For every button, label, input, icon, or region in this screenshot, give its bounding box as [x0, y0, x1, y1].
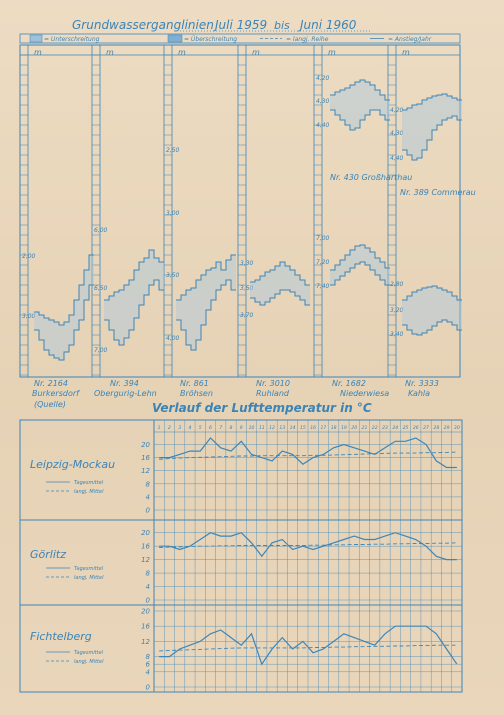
gw-station-6-upper-band	[402, 94, 462, 160]
gw-tick-label: 4,20	[390, 107, 404, 114]
gw-tick-label: 2,80	[390, 281, 404, 288]
legend-longterm-label: langj. Mittel	[74, 489, 104, 495]
station-3-name: Bröhsen	[180, 389, 213, 398]
groundwater-panels	[20, 45, 462, 377]
temp-station-title: Görlitz	[30, 548, 66, 561]
day-header-label: 4	[188, 426, 192, 431]
y-tick-label: 12	[141, 637, 150, 646]
legend-daily-label: Tagesmittel	[74, 566, 104, 572]
y-tick-label: 20	[141, 607, 150, 616]
title-to: Juni 1960	[300, 18, 357, 32]
y-tick-label: 0	[145, 596, 150, 605]
station-2-id: Nr. 394	[110, 379, 139, 388]
y-tick-label: 8	[145, 569, 150, 578]
day-header-label: 18	[330, 426, 337, 431]
day-header-label: 30	[453, 426, 460, 431]
gw-tick-label: 4,00	[166, 335, 180, 342]
gw-unit-label: m	[402, 48, 410, 57]
day-header-label: 16	[310, 426, 317, 431]
day-header-label: 12	[269, 426, 275, 431]
legend-over-swatch	[168, 35, 182, 42]
day-header-label: 25	[402, 426, 409, 431]
day-header-label: 22	[371, 426, 378, 431]
y-tick-label: 16	[141, 622, 150, 631]
day-header-label: 23	[382, 426, 388, 431]
day-header-label: 26	[412, 426, 419, 431]
station-4-name: Ruhland	[256, 389, 289, 398]
legend-longterm-label: langj. Mittel	[74, 659, 104, 665]
y-tick-label: 0	[145, 506, 150, 515]
gw-tick-label: 3,20	[390, 307, 404, 314]
gw-unit-label: m	[178, 48, 186, 57]
day-header-label: 28	[433, 426, 440, 431]
day-header-label: 1	[157, 426, 161, 431]
day-header-label: 24	[392, 426, 399, 431]
day-header-label: 6	[208, 426, 212, 431]
day-header-label: 10	[248, 426, 255, 431]
gw-tick-label: 4,20	[316, 75, 330, 82]
day-header-label: 21	[361, 426, 368, 431]
station-4-id: Nr. 3010	[256, 379, 290, 388]
gw-tick-label: 7,00	[316, 235, 330, 242]
title-block	[72, 18, 372, 32]
gw-tick-label: 3,70	[240, 312, 254, 319]
day-header-label: 2	[167, 426, 171, 431]
gw-tick-label: 3,50	[240, 285, 254, 292]
day-header-label: 17	[320, 426, 327, 431]
y-tick-label: 20	[141, 441, 150, 450]
gw-unit-label: m	[106, 48, 114, 57]
day-header-label: 3	[178, 426, 182, 431]
day-header-label: 7	[219, 426, 223, 431]
gw-unit-label: m	[252, 48, 260, 57]
station-6-id: Nr. 3333	[405, 379, 439, 388]
y-tick-label: 20	[141, 529, 150, 538]
y-tick-label: 16	[141, 454, 150, 463]
gw-tick-label: 3,00	[166, 210, 180, 217]
station-6-inset: Nr. 389 Commerau	[400, 188, 476, 197]
station-1-name: Burkersdorf	[32, 389, 79, 398]
station-5-id: Nr. 1682	[332, 379, 366, 388]
title-prefix: Grundwasserganglinien	[72, 18, 214, 32]
temperature-charts	[20, 420, 462, 692]
temp-title: Verlauf der Lufttemperatur in °C	[152, 401, 372, 415]
gw-station-3-band	[176, 255, 236, 350]
y-tick-label: 12	[141, 556, 150, 565]
station-5-inset: Nr. 430 Großharthau	[330, 173, 413, 182]
gw-station-2-band	[104, 250, 164, 345]
legend-daily-label: Tagesmittel	[74, 480, 104, 486]
y-tick-label: 4	[145, 583, 150, 592]
day-header-label: 9	[239, 426, 243, 431]
legend-under-label: = Unterschreitung	[44, 36, 100, 43]
legend-over-label: = Überschreitung	[184, 36, 238, 43]
gw-tick-label: 4,40	[390, 155, 404, 162]
station-6-name: Kahla	[408, 389, 431, 398]
legend-under-swatch	[30, 35, 42, 42]
title-from: Juli 1959	[215, 18, 268, 32]
temp-station-title: Leipzig-Mockau	[30, 458, 116, 471]
gw-tick-label: 3,30	[240, 260, 254, 267]
day-header-label: 13	[279, 426, 286, 431]
legend-rise-label: = Anstieg/Jahr	[388, 36, 432, 43]
legend-row	[20, 34, 460, 43]
station-3-id: Nr. 861	[180, 379, 209, 388]
temp-station-title: Fichtelberg	[30, 630, 92, 643]
station-1-note: (Quelle)	[34, 400, 66, 409]
station-5-name: Niederwiesa	[340, 389, 390, 398]
gw-tick-label: 4,40	[316, 122, 330, 129]
gw-tick-label: 3,40	[390, 331, 404, 338]
gw-tick-label: 4,30	[390, 130, 404, 137]
day-header-label: 5	[198, 426, 202, 431]
day-header-label: 8	[229, 426, 233, 431]
legend-daily-label: Tagesmittel	[74, 650, 104, 656]
gw-tick-label: 6,50	[94, 285, 108, 292]
day-header-label: 29	[443, 426, 450, 431]
gw-tick-label: 3,00	[22, 313, 36, 320]
y-tick-label: 0	[145, 683, 150, 692]
y-tick-label: 4	[145, 668, 150, 677]
gw-station-4-band	[250, 262, 310, 305]
gw-tick-label: 2,50	[166, 147, 180, 154]
gw-tick-label: 3,50	[166, 272, 180, 279]
day-header-label: 27	[423, 426, 429, 431]
y-tick-label: 6	[145, 660, 150, 669]
day-header-label: 14	[289, 426, 296, 431]
y-tick-label: 8	[145, 653, 150, 662]
day-header-label: 20	[351, 426, 358, 431]
y-tick-label: 4	[145, 493, 150, 502]
station-1-id: Nr. 2164	[34, 379, 68, 388]
y-tick-label: 16	[141, 542, 150, 551]
gw-tick-label: 7,40	[316, 283, 330, 290]
gw-tick-label: 2,00	[22, 253, 36, 260]
title-mid: bis	[274, 19, 290, 32]
station-2-name: Obergurig-Lehn	[94, 389, 157, 398]
gw-tick-label: 6,00	[94, 227, 108, 234]
day-header-label: 11	[258, 426, 265, 431]
y-tick-label: 12	[141, 467, 150, 476]
y-tick-label: 8	[145, 480, 150, 489]
gw-station-1-band	[34, 255, 94, 360]
legend-longrow-label: = langj. Reihe	[286, 36, 329, 43]
gw-tick-label: 7,00	[94, 347, 108, 354]
day-header-label: 15	[299, 426, 306, 431]
gw-tick-label: 7,20	[316, 259, 330, 266]
gw-unit-label: m	[34, 48, 42, 57]
legend-longterm-label: langj. Mittel	[74, 575, 104, 581]
gw-unit-label: m	[328, 48, 336, 57]
gw-tick-label: 4,30	[316, 98, 330, 105]
day-header-label: 19	[341, 426, 347, 431]
